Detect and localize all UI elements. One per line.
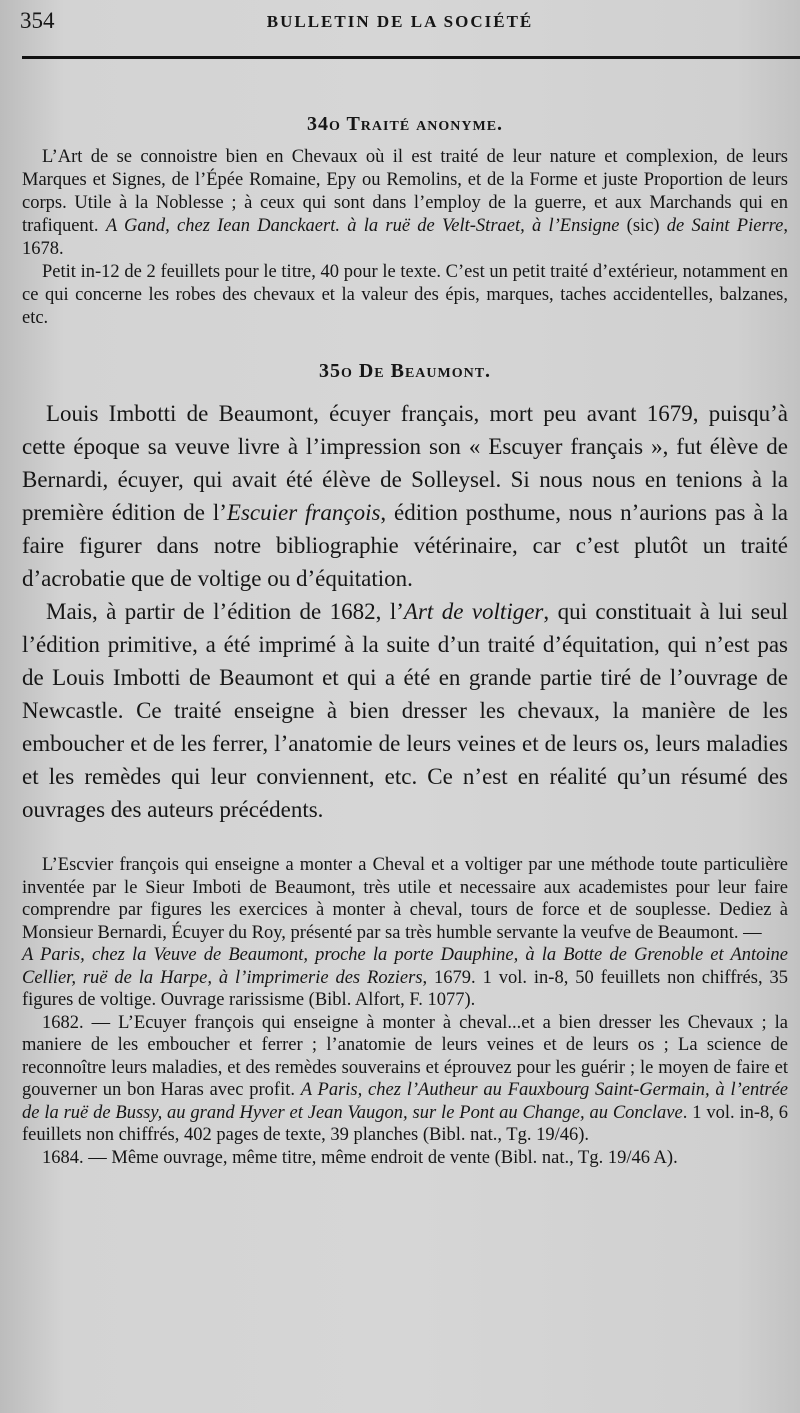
section-35-paragraph-1-text-b: , édition posthume, nous n’aurions pas à la faire figurer dans notre bibliographie vétérinaire, car c’est plutôt un traité d’acrobatie que de voltige ou d’équitation. — [22, 500, 788, 591]
bib-entry-1682-title: 1682. — L’Ecuyer françois qui enseigne à monter à cheval...et a bien dresser les Chevaux ; la maniere de les emboucher et ferrer ; l’anatomie de leurs veines et de leurs os ; La science de reconnoître leurs maladies, et des remèdes souverains et éprouvez pour les guérir ; le moyen de faire et gouverner un bon Haras avec profit. — [22, 1012, 788, 1100]
page-header — [20, 4, 780, 44]
bib-entry-1682-imprint: A Paris, chez l’Autheur au Fauxbourg Saint-Germain, à l’entrée de la ruë de Bussy, au grand Hyver et Jean Vaugon, sur le Pont au Change, au Conclave — [22, 1080, 788, 1123]
bib-entry-1679-details: , 1679. 1 vol. in-8, 50 feuillets non chiffrés, 35 figures de voltige. Ouvrage rarissisme (Bibl. Alfort, F. 1077). — [22, 967, 788, 1010]
section-34-imprint-sign: de Saint Pierre — [666, 216, 784, 236]
section-35-paragraph-1-text-a: Louis Imbotti de Beaumont, écuyer français, mort peu avant 1679, puisqu’à cette époque sa veuve livre à l’impression son « Escuyer français », fut élève de Bernardi, écuyer, qui avait été élève de Solleysel. Si nous nous en tenions à la première édition de l’ — [22, 401, 788, 525]
section-35-title: 35o De Beaumont. — [318, 360, 492, 382]
section-34-text — [22, 146, 788, 330]
page-body — [22, 113, 788, 1169]
bib-entry-1679 — [22, 854, 788, 1012]
section-34-paragraph-1-text: L’Art de se connoistre bien en Chevaux où il est traité de leur nature et complexion, de leurs Marques et Signes, de l’Épée Romaine, Epy ou Remolins, et de la Forme et juste Proportion de leurs corps. Utile à la Noblesse ; à ceux qui sont dans l’employ de la guerre, et aux Marchands qui en trafiquent. — [22, 147, 788, 236]
section-35-paragraph-2 — [22, 595, 788, 826]
header-rule — [22, 56, 800, 59]
section-34-title: 34o Traité anonyme. — [306, 113, 504, 135]
bibliography — [22, 854, 788, 1169]
section-34-sic: (sic) — [619, 216, 667, 236]
bib-entry-1684: 1684. — Même ouvrage, même titre, même endroit de vente (Bibl. nat., Tg. 19/46 A). — [42, 1147, 678, 1168]
section-35-art-ref: Art de voltiger — [403, 599, 544, 624]
bib-entry-1682-details: . 1 vol. in-8, 6 feuillets non chiffrés, 402 pages de texte, 39 planches (Bibl. nat., Tg. 19/46). — [22, 1102, 788, 1145]
section-35-paragraph-2-text-b: , qui constituait à lui seul l’édition primitive, a été imprimé à la suite d’un traité d’équitation, qui n’est pas de Louis Imbotti de Beaumont et qui a été en grande partie tiré de l’ouvrage de Newcastle. Ce traité enseigne à bien dresser les chevaux, la manière de les emboucher et de les ferrer, l’anatomie de leurs veines et de leurs os, leurs maladies et les remèdes qui leur conviennent, etc. Ce n’est en réalité qu’un résumé des ouvrages des auteurs précédents. — [22, 599, 789, 822]
section-34-imprint: A Gand, chez Iean Danckaert. à la ruë de Velt-Straet, à l’Ensigne — [105, 216, 620, 236]
running-head: BULLETIN DE LA SOCIÉTÉ — [266, 12, 534, 31]
section-34-year: , 1678. — [22, 216, 788, 259]
bib-entry-1679-title: L’Escvier françois qui enseigne a monter a Cheval et a voltiger par une méthode toute particulière inventée par le Sieur Imboti de Beaumont, très utile et necessaire aux academistes pour leur faire comprendre par figures les exercices à monter à cheval, tours de force et de souplesse. Dediez à Monsieur Bernardi, Écuyer du Roy, présenté par sa très humble servante la veufve de Beaumont. — — [22, 855, 788, 943]
section-35-text — [22, 397, 788, 826]
bib-entry-1679-imprint: A Paris, chez la Veuve de Beaumont, proche la porte Dauphine, à la Botte de Grenoble et Antoine Cellier, ruë de la Harpe, à l’imprimerie des Roziers — [22, 945, 788, 988]
page-number: 354 — [20, 8, 55, 33]
bib-entry-1682 — [22, 1012, 788, 1147]
section-35-title-ref: Escuier françois — [226, 500, 381, 525]
section-35-paragraph-1 — [22, 397, 788, 595]
section-35-paragraph-2-text-a: Mais, à partir de l’édition de 1682, l’ — [46, 599, 404, 624]
section-34-paragraph-1 — [22, 146, 788, 261]
section-34-paragraph-2: Petit in-12 de 2 feuillets pour le titre, 40 pour le texte. C’est un petit traité d’extérieur, notamment en ce qui concerne les robes des chevaux et la valeur des épis, marques, taches accidentelles, balzanes, etc. — [22, 262, 788, 328]
